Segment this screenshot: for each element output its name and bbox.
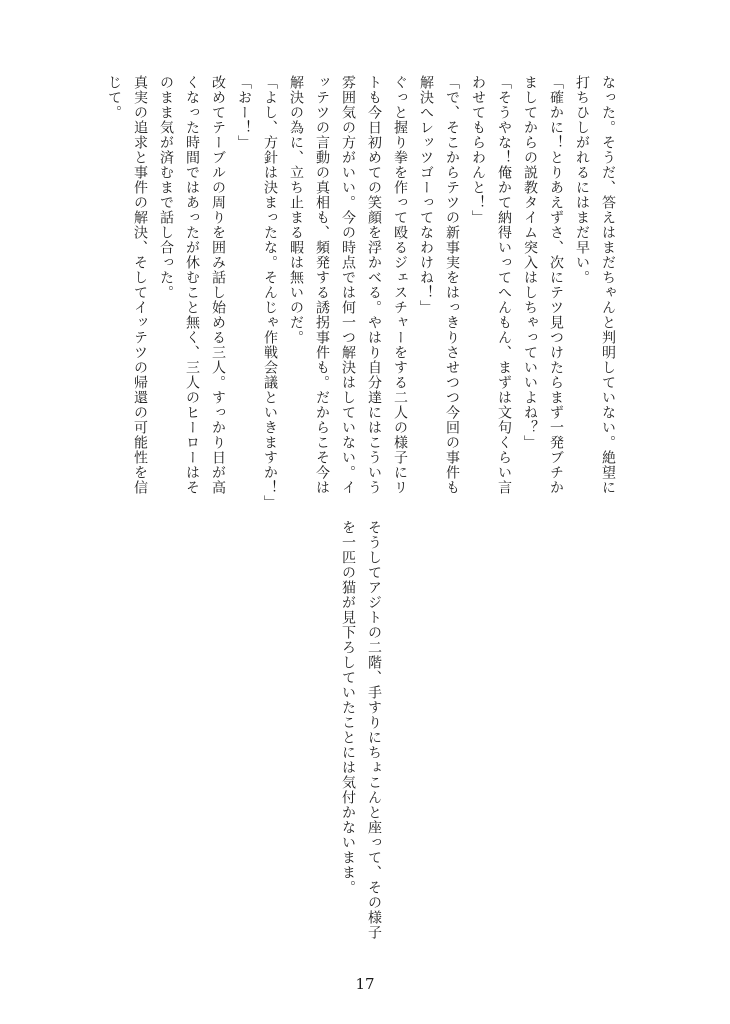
text-line: ぐっと握り拳を作って殴るジェスチャーをする二人の様子にリ <box>392 75 408 495</box>
text-line: 真実の追求と事件の解決、そしてイッテツの帰還の可能性を信 <box>132 75 148 495</box>
text-line: そうしてアジトの二階、手すりにちょこんと座って、その様子 <box>366 520 382 940</box>
text-line: 解決へレッツゴーってなわけね！」 <box>418 75 434 315</box>
text-line: わせてもらわんと！」 <box>470 75 486 225</box>
text-line: 改めてテーブルの周りを囲み話し始める三人。すっかり日が高 <box>210 75 226 495</box>
text-line: 「そうやな！俺かて納得いってへんもん、まずは文句くらい言 <box>496 75 512 495</box>
text-line: ッテツの言動の真相も、頻発する誘拐事件も。だからこそ今は <box>314 75 330 495</box>
text-line: 「よし、方針は決まったな。そんじゃ作戦会議といきますか！」 <box>262 75 278 510</box>
text-line: じて。 <box>106 75 122 120</box>
text-line: 解決の為に、立ち止まる暇は無いのだ。 <box>288 75 304 345</box>
text-line: 「おー！」 <box>236 75 252 150</box>
text-line: くなった時間ではあったが休むこと無く、三人のヒーローはそ <box>184 75 200 495</box>
text-line: を一匹の猫が見下ろしていたことには気付かないまま。 <box>340 520 356 895</box>
text-line: 「確かに！とりあえずさ、次にテツ見つけたらまず一発ブチか <box>548 75 564 495</box>
text-line: 「で、そこからテツの新事実をはっきりさせつつ今回の事件も <box>444 75 460 495</box>
page-number: 17 <box>355 975 375 993</box>
text-line: のまま気が済むまで話し合った。 <box>158 75 174 300</box>
text-line: ましてからの説教タイム突入はしちゃっていいよね？」 <box>522 75 538 450</box>
text-line: なった。そうだ、答えはまだちゃんと判明していない。絶望に <box>600 75 616 495</box>
text-line: トも今日初めての笑顔を浮かべる。やはり自分達にはこういう <box>366 75 382 495</box>
text-line: 打ちひしがれるにはまだ早い。 <box>574 75 590 285</box>
text-line: 雰囲気の方がいい。今の時点では何一つ解決はしていない。イ <box>340 75 356 495</box>
